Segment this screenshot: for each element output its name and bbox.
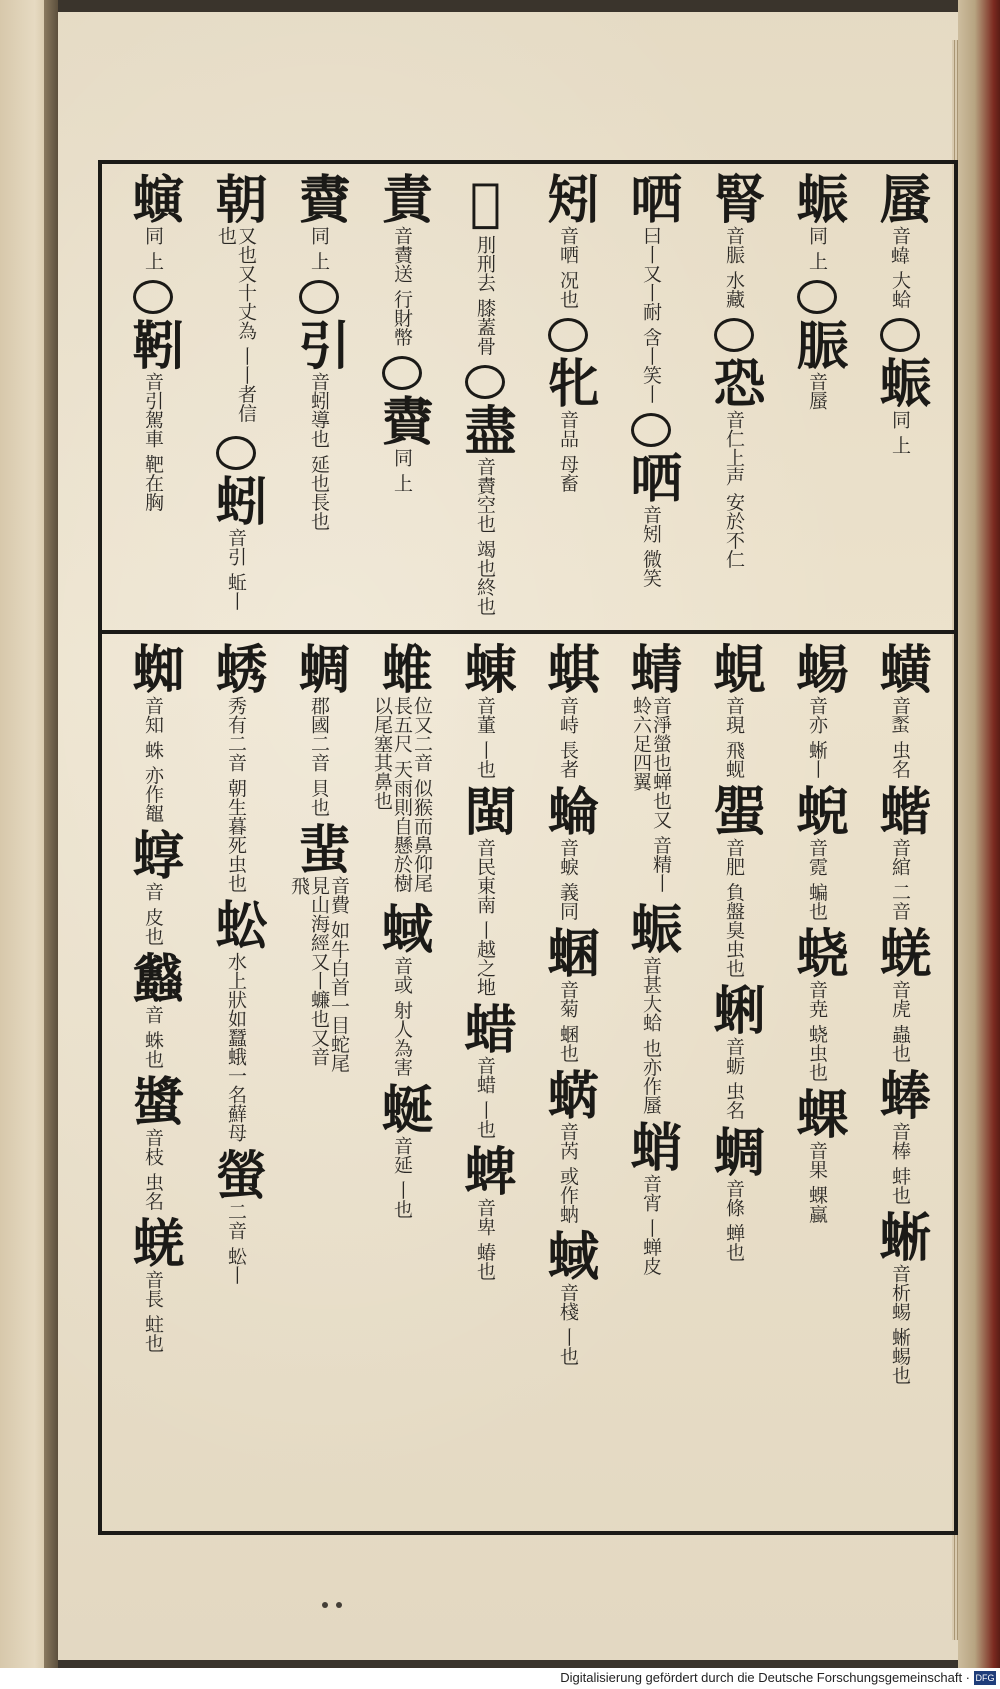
gloss-text: 秀有二音 朝生暮死虫也: [225, 696, 247, 893]
gloss-text: 刖刑去 膝蓋骨: [474, 235, 496, 356]
gloss-text: 同 上: [806, 226, 828, 271]
headword: 蜊: [704, 983, 765, 1036]
gloss-text: 同 上: [142, 226, 164, 271]
gloss-text: 音或 射人為害: [391, 956, 413, 1077]
headword: 蜣: [870, 926, 931, 979]
dictionary-entry: [871, 926, 929, 1068]
headword: 責: [372, 172, 433, 224]
gloss-text: 音虎 蟲也: [889, 980, 911, 1063]
gloss-text: 曰丨又丨耐 含丨笑丨: [640, 226, 662, 404]
text-column: [694, 172, 774, 622]
text-column: [860, 642, 940, 1527]
gloss-text: 位又二音 似猴而鼻仰尾長五尺 天雨則自懸於樹以尾塞其鼻也: [371, 696, 433, 893]
headword: 蜳: [123, 828, 184, 881]
headword: 蝀: [455, 642, 516, 694]
headword: 蜯: [870, 1068, 931, 1121]
dictionary-entry: [207, 1148, 265, 1290]
gloss-text: 音果 蜾蠃: [806, 1141, 828, 1224]
gloss-text: 音析蜴 蜥蜴也: [889, 1264, 911, 1385]
dictionary-entry: [124, 828, 182, 951]
dfg-logo: DFG: [975, 1673, 995, 1683]
dictionary-entry: [871, 784, 929, 926]
headword: 蜃: [870, 172, 931, 224]
headword: 蜼: [372, 642, 433, 694]
dictionary-entry: [289, 822, 349, 1082]
gloss-text: 音亦 蜥丨: [806, 696, 828, 779]
dictionary-entry: [705, 314, 763, 574]
gloss-text: 音蜧 義同: [557, 838, 579, 921]
dictionary-entry: [456, 784, 514, 1002]
headword: 蛲: [787, 926, 848, 979]
circle-marker-icon: [216, 436, 256, 470]
gloss-text: 音費 如牛白首一目蛇尾 見山海經又丨蠊也又音飛: [288, 876, 350, 1073]
gloss-text: 又也又十丈為 丨丨者信也: [215, 226, 257, 423]
dictionary-entry: [871, 314, 929, 460]
gloss-text: 音芮 或作蚋: [557, 1122, 579, 1224]
gloss-text: 音脤 水藏: [723, 226, 745, 309]
headword: 𧶼: [455, 172, 516, 233]
gloss-text: 音 蛛也: [142, 1005, 164, 1069]
dictionary-entry: [207, 642, 265, 898]
headword: 蜘: [123, 642, 184, 694]
headword: 蜾: [787, 1087, 848, 1140]
headword: 蠽: [123, 951, 184, 1004]
book-cover-edge: [958, 0, 1000, 1668]
gloss-text: 水上狀如蠶蛾一名蘚母: [225, 952, 247, 1143]
gloss-text: 音哂 况也: [557, 226, 579, 309]
headword: 蜮: [372, 902, 433, 954]
dictionary-entry: [124, 642, 182, 828]
gloss-text: 音引駕車 靶在胸: [142, 372, 164, 512]
headword: 螿: [123, 1074, 184, 1127]
dictionary-entry: [124, 276, 182, 517]
gloss-text: 音蜃: [806, 372, 828, 411]
gloss-text: 音延 丨也: [391, 1136, 413, 1219]
gloss-text: 音民東南 丨越之地: [474, 838, 496, 997]
headword: 蜄: [621, 902, 682, 954]
gloss-text: 二音 蚣丨: [225, 1202, 247, 1285]
gloss-text: 音霓 蝙也: [806, 838, 828, 921]
text-column: [777, 642, 857, 1527]
circle-marker-icon: [299, 280, 339, 314]
gloss-text: 同 上: [889, 410, 911, 455]
text-column: [279, 642, 359, 1527]
headword: 矧: [538, 172, 599, 224]
headword: 蜦: [538, 784, 599, 837]
dictionary-entry: [622, 902, 680, 1120]
headword: 賮: [372, 394, 433, 447]
headword: 蝔: [870, 784, 931, 837]
dictionary-entry: [456, 1144, 514, 1286]
dictionary-entry: [207, 432, 265, 616]
dictionary-entry: [290, 276, 348, 536]
gloss-text: 音甚大蛤 也亦作蜃: [640, 956, 662, 1115]
gloss-text: 音𧍫 大蛤: [889, 226, 911, 309]
dictionary-entry: [539, 172, 597, 314]
headword: 蜩: [289, 642, 350, 694]
dictionary-entry: [705, 642, 763, 784]
headword: 蟥: [870, 642, 931, 694]
circle-marker-icon: [631, 413, 671, 447]
text-column: [611, 642, 691, 1527]
headword: 蜒: [372, 1082, 433, 1135]
headword: 腎: [704, 172, 765, 224]
gloss-text: 音綰 二音: [889, 838, 911, 921]
circle-marker-icon: [714, 318, 754, 352]
text-column: [196, 172, 276, 622]
dictionary-entry: [373, 902, 431, 1082]
headword: 蜺: [787, 784, 848, 837]
gloss-text: 音現 飛蚬: [723, 696, 745, 779]
dictionary-entry: [622, 172, 680, 409]
headword: 蜡: [455, 1002, 516, 1055]
headword: 蜠: [538, 926, 599, 979]
headword: 蛸: [621, 1120, 682, 1173]
dictionary-entry: [207, 172, 265, 432]
dictionary-entry: [539, 926, 597, 1068]
gloss-text: 音引 蚯丨: [225, 528, 247, 611]
dictionary-entry: [456, 361, 514, 621]
headword: 蜹: [538, 1068, 599, 1121]
gloss-text: 音卑 蝽也: [474, 1198, 496, 1281]
headword: 引: [289, 318, 350, 371]
footer-credit: Digitalisierung gefördert durch die Deutsche Forschungsgemeinschaft ·: [560, 1670, 970, 1685]
gloss-text: 音品 母畜: [557, 410, 579, 493]
headword: 靷: [123, 318, 184, 371]
circle-marker-icon: [548, 318, 588, 352]
circle-marker-icon: [797, 280, 837, 314]
text-column: [445, 642, 525, 1527]
headword: 脤: [787, 318, 848, 371]
dictionary-entry: [290, 172, 348, 276]
ink-dot: [336, 1602, 342, 1608]
gloss-text: 音 皮也: [142, 882, 164, 946]
text-column: [445, 172, 525, 622]
gloss-text: 音長 蛀也: [142, 1270, 164, 1353]
headword: 蜄: [787, 172, 848, 224]
circle-marker-icon: [382, 356, 422, 390]
dictionary-entry: [705, 784, 763, 983]
gloss-text: 音賮空也 竭也終也: [474, 457, 496, 616]
text-column: [362, 642, 442, 1527]
text-column: [528, 172, 608, 622]
text-column: [860, 172, 940, 622]
dictionary-entry: [539, 314, 597, 498]
dictionary-entry: [539, 1229, 597, 1371]
headword: 蜱: [455, 1144, 516, 1197]
headword: 蚣: [206, 898, 267, 951]
dictionary-entry: [456, 172, 514, 361]
text-column: [777, 172, 857, 622]
dictionary-entry: [124, 1074, 182, 1216]
dictionary-entry: [124, 951, 182, 1074]
headword: 螢: [206, 1148, 267, 1201]
dictionary-entry: [705, 983, 763, 1125]
dictionary-entry: [705, 1125, 763, 1267]
gloss-text: 同 上: [308, 226, 330, 271]
gloss-text: 音董 丨也: [474, 696, 496, 779]
dictionary-entry: [124, 172, 182, 276]
dictionary-entry: [871, 642, 929, 784]
gloss-text: 音棒 蚌也: [889, 1122, 911, 1205]
headword: 朝: [206, 172, 267, 224]
gloss-text: 音矧 微笑: [640, 505, 662, 588]
headword: 盡: [455, 403, 516, 456]
text-column: [113, 172, 193, 622]
dictionary-entry: [373, 1082, 431, 1224]
gloss-text: 音條 蝉也: [723, 1179, 745, 1262]
text-column: [362, 172, 442, 622]
dictionary-entry: [539, 784, 597, 926]
headword: 蜚: [289, 822, 350, 875]
gloss-text: 音蚓導也 延也長也: [308, 372, 330, 531]
dictionary-entry: [290, 642, 348, 822]
gloss-text: 音蛎 虫名: [723, 1037, 745, 1120]
headword: 蜣: [123, 1216, 184, 1269]
dictionary-entry: [871, 1210, 929, 1390]
gloss-text: 音淨螢也蝉也又 音精丨蛉六足四翼: [630, 696, 672, 893]
dictionary-entry: [373, 172, 431, 352]
text-column: [694, 642, 774, 1527]
dictionary-entry: [622, 409, 680, 593]
gloss-text: 音𧋠 虫名: [889, 696, 911, 779]
gloss-text: 音肥 負盤臭虫也: [723, 838, 745, 978]
headword: 哂: [621, 451, 682, 504]
dictionary-entry: [372, 642, 432, 902]
footer-bar: [0, 1668, 1000, 1689]
dictionary-entry: [456, 1002, 514, 1144]
headword: 蜮: [538, 1229, 599, 1282]
headword: 蜄: [870, 356, 931, 409]
dictionary-entry: [705, 172, 763, 314]
dictionary-entry: [456, 642, 514, 784]
dictionary-entry: [622, 642, 680, 902]
dictionary-entry: [788, 1087, 846, 1229]
text-column: [113, 642, 193, 1527]
headword: 蜴: [787, 642, 848, 694]
gloss-text: 音賮送 行財幣: [391, 226, 413, 347]
headword: 蜻: [621, 642, 682, 694]
text-column: [528, 642, 608, 1527]
gloss-text: 音仁上声 安於不仁: [723, 410, 745, 569]
dictionary-entry: [788, 926, 846, 1087]
dictionary-entry: [788, 642, 846, 784]
circle-marker-icon: [133, 280, 173, 314]
section-divider: [98, 630, 958, 634]
text-column: [279, 172, 359, 622]
headword: 蜏: [206, 642, 267, 694]
dictionary-entry: [124, 1216, 182, 1358]
circle-marker-icon: [880, 318, 920, 352]
headword: 閩: [455, 784, 516, 837]
gloss-text: 音峙 長者: [557, 696, 579, 779]
headword: 恐: [704, 356, 765, 409]
text-column: [196, 642, 276, 1527]
headword: 蜥: [870, 1210, 931, 1263]
dictionary-entry: [622, 1120, 680, 1281]
headword: 蜩: [704, 1125, 765, 1178]
headword: 蜆: [704, 642, 765, 694]
headword: 哂: [621, 172, 682, 224]
dictionary-entry: [871, 172, 929, 314]
dictionary-entry: [788, 276, 846, 416]
dictionary-entry: [539, 1068, 597, 1229]
circle-marker-icon: [465, 365, 505, 399]
gloss-text: 音棧 丨也: [557, 1283, 579, 1366]
text-column: [611, 172, 691, 622]
ink-dot: [322, 1602, 328, 1608]
gloss-text: 音蜡 丨也: [474, 1056, 496, 1139]
gloss-text: 音菊 蜠也: [557, 980, 579, 1063]
gloss-text: 音宵 丨蝉皮: [640, 1174, 662, 1276]
headword: 螾: [123, 172, 184, 224]
dictionary-entry: [207, 898, 265, 1148]
book-gutter: [44, 0, 58, 1668]
gloss-text: 音知 蛛 亦作鼅: [142, 696, 164, 823]
dictionary-entry: [788, 172, 846, 276]
gloss-text: 音尭 蛲虫也: [806, 980, 828, 1082]
gloss-text: 郡國二音 貝也: [308, 696, 330, 817]
headword: 蜰: [704, 784, 765, 837]
headword: 蜞: [538, 642, 599, 694]
headword: 蚓: [206, 474, 267, 526]
headword: 牝: [538, 356, 599, 409]
gloss-text: 音枝 虫名: [142, 1128, 164, 1211]
dictionary-entry: [373, 352, 431, 498]
dictionary-entry: [788, 784, 846, 926]
dictionary-entry: [871, 1068, 929, 1210]
gloss-text: 同 上: [391, 448, 413, 493]
dictionary-entry: [539, 642, 597, 784]
headword: 賮: [289, 172, 350, 224]
